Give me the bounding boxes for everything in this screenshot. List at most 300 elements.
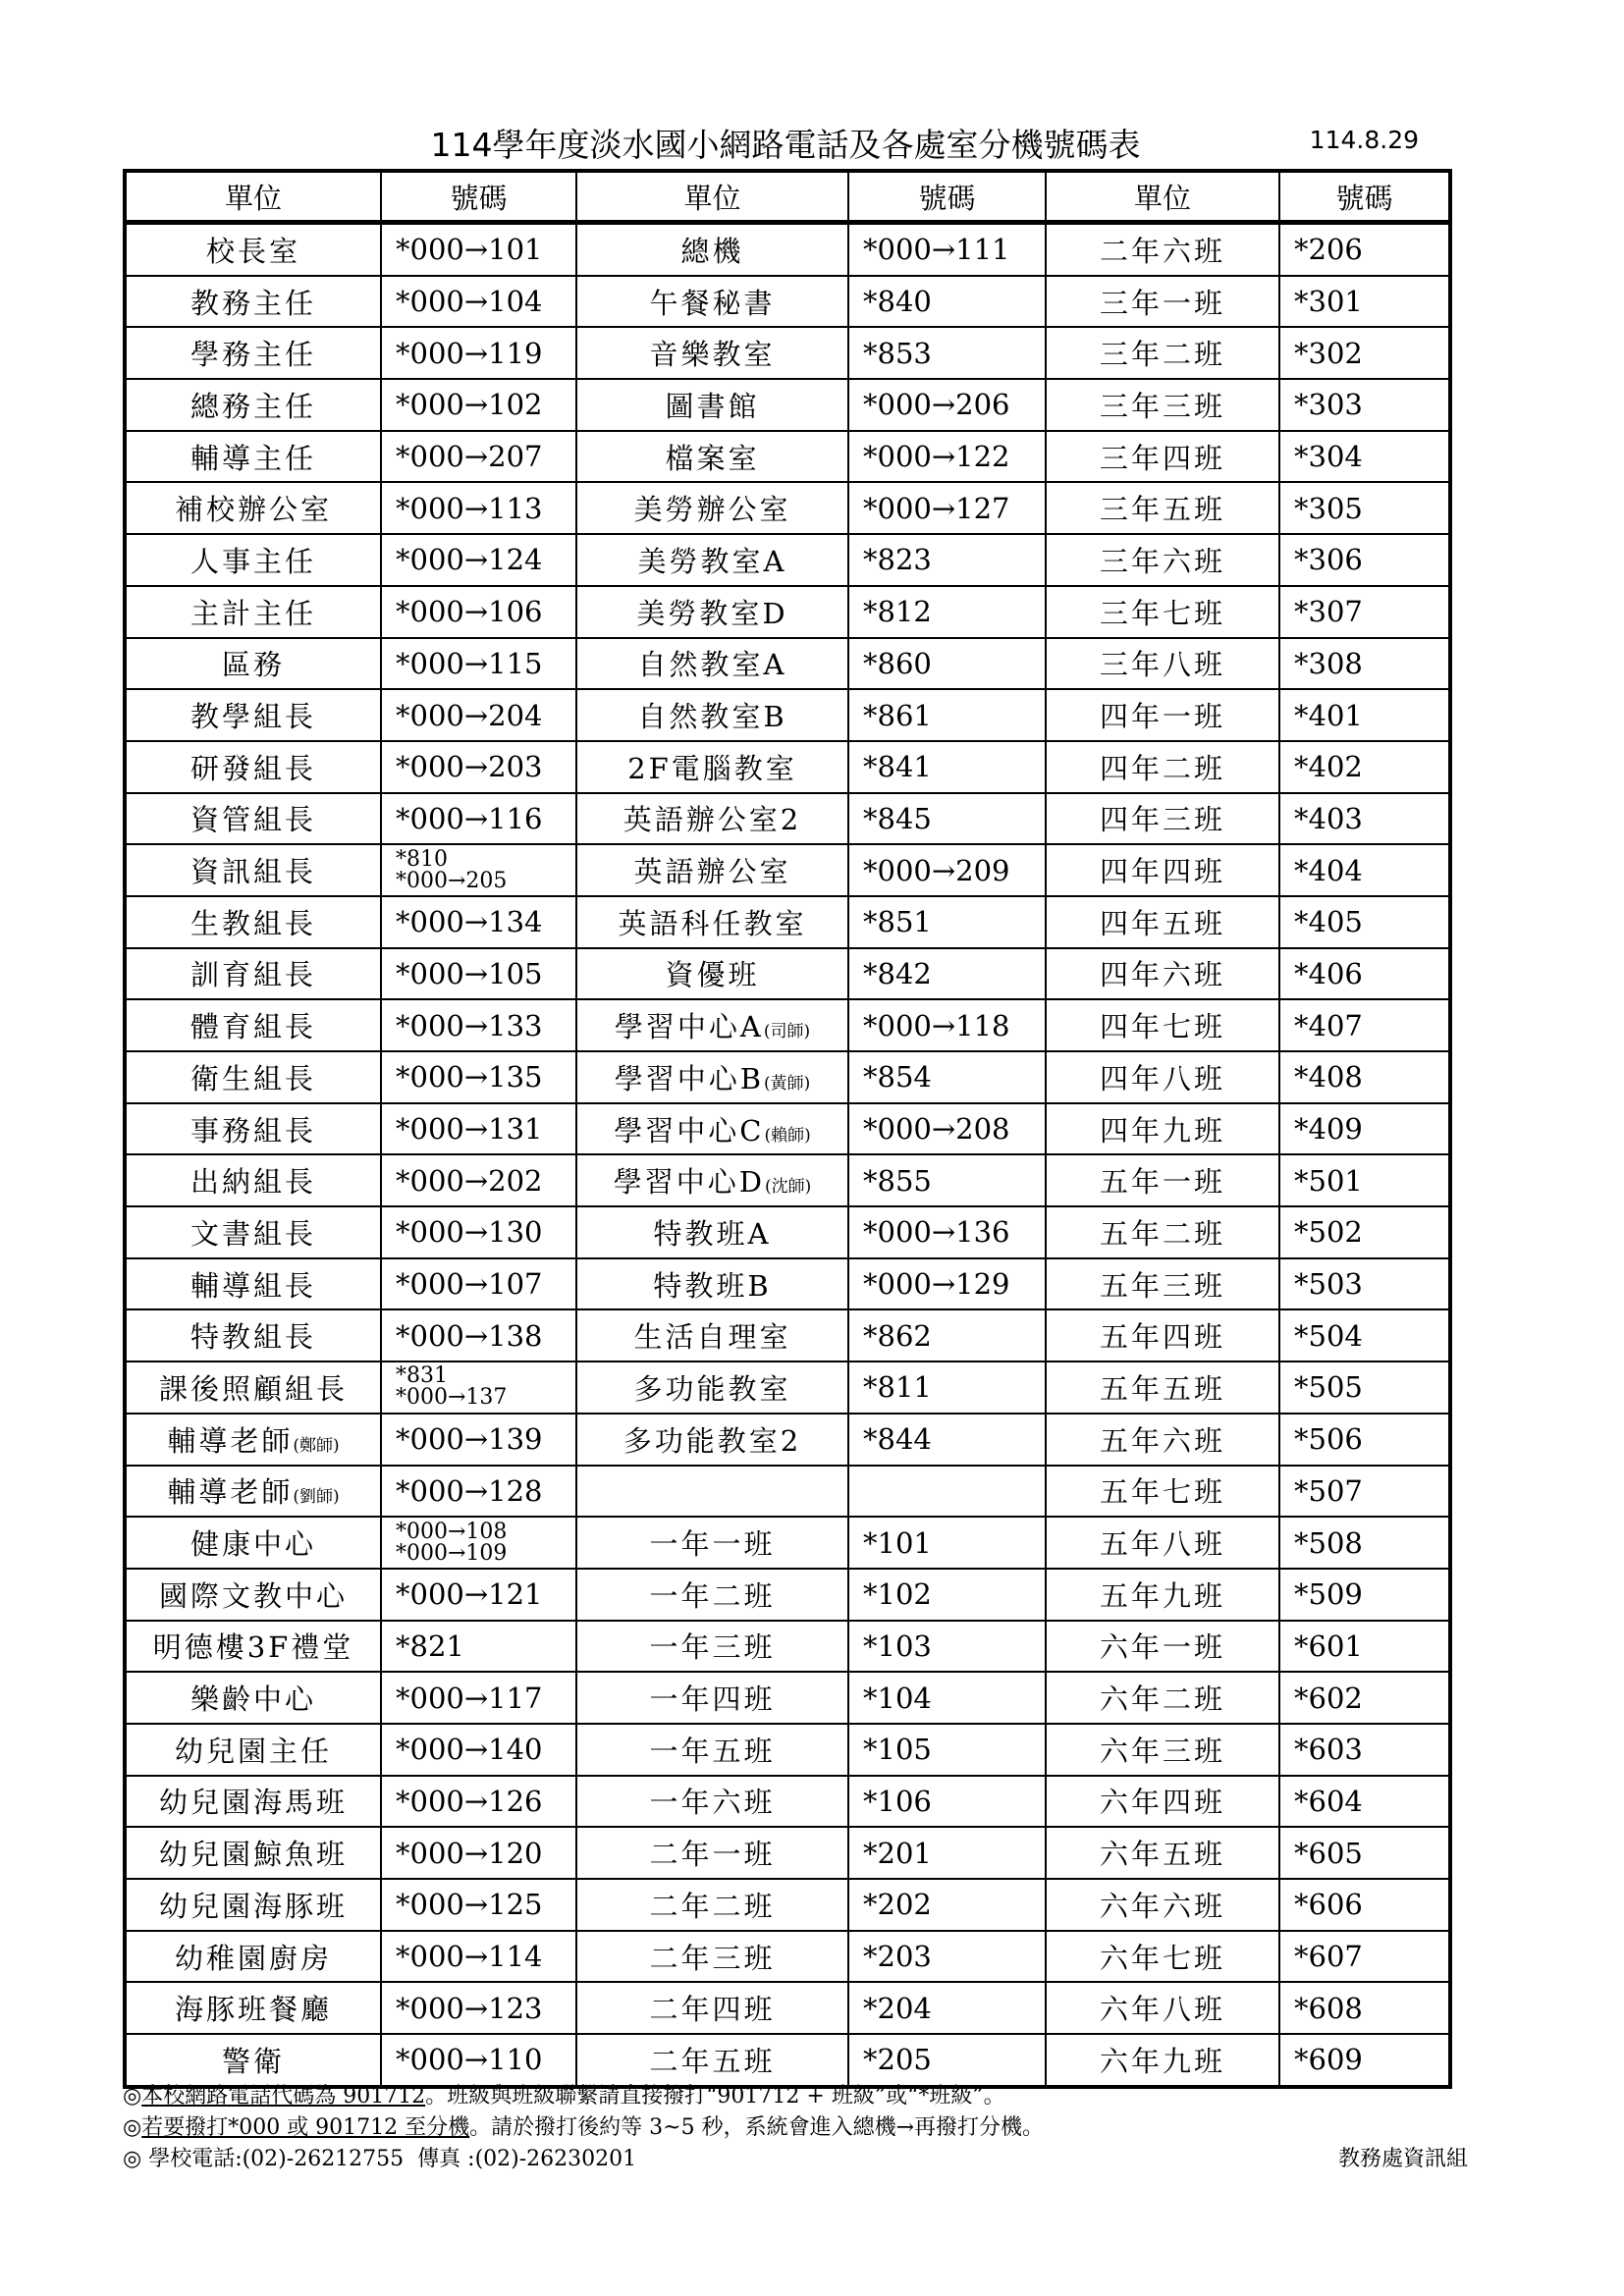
unit-name: 事務組長 [189,1113,316,1148]
number-cell [381,793,576,845]
unit-cell [1046,638,1279,690]
unit-name: 訓育組長 [189,958,316,992]
unit-cell [576,1517,848,1569]
extension-number: *000→107 [396,1267,543,1302]
extension-number: *000→204 [396,698,543,732]
unit-name: 幼稚園廚房 [174,1941,332,1975]
unit-name: 六年一班 [1099,1630,1225,1665]
unit-name: 學習中心D [613,1165,765,1200]
unit-name: 一年五班 [649,1734,776,1768]
extension-number: *503 [1294,1267,1363,1302]
number-cell [381,1982,576,2034]
extension-number: *407 [1294,1008,1363,1042]
column-header: 號碼 [381,171,576,223]
number-cell [848,534,1046,586]
unit-name: 多功能教室2 [623,1423,802,1458]
extension-number: *602 [1294,1681,1363,1715]
number-cell [1279,1414,1450,1466]
unit-name: 三年一班 [1099,286,1225,320]
extension-number: *000→131 [396,1112,543,1147]
extension-number: *000→118 [863,1008,1010,1042]
unit-cell [125,586,381,638]
unit-name: 一年三班 [649,1630,776,1665]
extension-number: *000→115 [396,646,543,680]
unit-cell [576,793,848,845]
extension-number: *844 [863,1422,932,1457]
unit-name: 學習中心B [614,1061,765,1095]
extension-number: *000→136 [863,1215,1010,1250]
number-cell [381,1879,576,1931]
number-cell [1279,793,1450,845]
number-cell [848,1258,1046,1310]
unit-name: 四年一班 [1099,700,1225,734]
extension-number: *504 [1294,1318,1363,1353]
table-row [125,999,1450,1051]
unit-name: 幼兒園海馬班 [158,1786,348,1820]
extension-number: *508 [1294,1525,1363,1560]
unit-cell [576,1414,848,1466]
extension-number: *810 [396,846,448,872]
unit-cell [125,327,381,379]
extension-number: *507 [1294,1473,1363,1508]
unit-cell [1046,896,1279,948]
number-cell [848,1621,1046,1673]
number-cell [1279,1258,1450,1310]
note-emphasis: 若要撥打*000 或 901712 至分機 [141,2115,470,2140]
extension-number: *000→127 [863,491,1010,525]
extension-number: *000→139 [396,1422,543,1457]
unit-cell [1046,1103,1279,1155]
extension-number: *000→208 [863,1112,1010,1147]
number-cell [381,1931,576,1983]
number-cell [1279,1724,1450,1776]
number-cell [1279,741,1450,793]
unit-cell [576,586,848,638]
unit-cell [125,1154,381,1206]
unit-name: 午餐秘書 [649,286,776,320]
unit-name: 六年五班 [1099,1838,1225,1872]
extension-number: *000→121 [396,1577,543,1612]
unit-name: 特教班B [653,1268,772,1303]
table-row [125,1154,1450,1206]
unit-name: 六年八班 [1099,1993,1225,2027]
header [123,116,1448,165]
extension-number: *302 [1294,336,1363,370]
number-cell [381,1362,576,1414]
table-row [125,1569,1450,1621]
unit-name: 五年七班 [1099,1475,1225,1510]
unit-name: 幼兒園鯨魚班 [158,1838,348,1872]
unit-name: 六年二班 [1099,1682,1225,1717]
unit-cell [576,1724,848,1776]
unit-name: 英語辦公室2 [623,803,802,837]
extension-number: *405 [1294,905,1363,939]
number-cell [1279,431,1450,483]
extension-number: *812 [863,595,932,629]
extension-number: *402 [1294,750,1363,784]
extension-number: *305 [1294,491,1363,525]
number-cell [848,638,1046,690]
unit-cell [125,1982,381,2034]
number-cell [848,1051,1046,1103]
number-cell [1279,1154,1450,1206]
unit-name: 五年八班 [1099,1527,1225,1562]
number-cell [381,1827,576,1879]
table-row [125,1466,1450,1518]
extension-number: *509 [1294,1577,1363,1612]
unit-cell [576,1569,848,1621]
note-line-1 [123,2081,1468,2112]
unit-name: 三年二班 [1099,338,1225,372]
table-row [125,1931,1450,1983]
document-date: 114.8.29 [1309,126,1419,154]
unit-cell [1046,1309,1279,1362]
unit-name: 美勞教室D [636,596,788,630]
unit-name: 國際文教中心 [158,1578,348,1613]
unit-name: 教學組長 [189,700,316,734]
unit-cell [125,1517,381,1569]
number-cell [848,431,1046,483]
extension-number: *103 [863,1629,932,1663]
unit-cell [125,1879,381,1931]
number-cell [848,327,1046,379]
unit-cell [1046,1776,1279,1828]
unit-cell [125,276,381,328]
note-bullet: ◎ [123,2084,142,2109]
number-cell [848,741,1046,793]
number-cell [381,1621,576,1673]
number-cell [381,689,576,741]
unit-name: 三年四班 [1099,441,1225,475]
extension-number: *823 [863,543,932,577]
number-cell [381,1466,576,1518]
unit-cell [576,1206,848,1258]
table-row [125,1103,1450,1155]
unit-cell [576,431,848,483]
extension-number: *101 [863,1525,932,1560]
unit-name: 衛生組長 [189,1061,316,1095]
unit-cell [576,276,848,328]
unit-name: 四年六班 [1099,958,1225,992]
number-cell [1279,379,1450,431]
number-cell [848,1414,1046,1466]
number-cell [848,1827,1046,1879]
unit-name: 輔導主任 [189,441,316,475]
number-cell [1279,482,1450,534]
unit-name: 輔導老師 [167,1475,294,1510]
number-cell [381,1103,576,1155]
unit-cell [1046,1362,1279,1414]
unit-name: 一年一班 [649,1527,776,1562]
table-row [125,2034,1450,2087]
extension-number: *105 [863,1733,932,1767]
number-cell [1279,1466,1450,1518]
unit-name: 總務主任 [189,389,316,423]
extension-number: *401 [1294,698,1363,732]
extension-number: *104 [863,1681,932,1715]
unit-cell [125,431,381,483]
unit-name: 警衛 [221,2044,285,2078]
column-header: 號碼 [848,171,1046,223]
number-cell [848,948,1046,1000]
extension-number: *505 [1294,1370,1363,1405]
extension-number: *501 [1294,1163,1363,1198]
extension-number: *831 [396,1363,448,1389]
extension-number: *603 [1294,1733,1363,1767]
number-cell [848,1724,1046,1776]
number-cell [848,1103,1046,1155]
unit-name: 健康中心 [189,1527,316,1562]
unit-name: 三年六班 [1099,544,1225,578]
number-cell [1279,1827,1450,1879]
unit-cell [125,1206,381,1258]
number-cell [381,1414,576,1466]
unit-name: 明德樓3F禮堂 [152,1630,354,1665]
table-header-row [125,171,1450,223]
extension-number: *000→134 [396,905,543,939]
unit-cell [576,1258,848,1310]
extension-number: *502 [1294,1215,1363,1250]
number-cell [381,638,576,690]
unit-name: 2F電腦教室 [627,751,797,785]
unit-cell [1046,1827,1279,1879]
unit-name: 資優班 [665,958,760,992]
table-row [125,689,1450,741]
extension-number: *000→209 [863,853,1010,887]
extension-number: *000→135 [396,1060,543,1095]
number-cell [1279,844,1450,896]
number-cell [1279,1931,1450,1983]
unit-name: 補校辦公室 [174,493,332,527]
unit-name: 六年九班 [1099,2044,1225,2078]
unit-name: 三年七班 [1099,596,1225,630]
unit-cell [1046,534,1279,586]
number-cell [381,1724,576,1776]
number-cell [848,276,1046,328]
unit-cell [1046,999,1279,1051]
footnotes [123,2081,1468,2175]
unit-cell [576,327,848,379]
number-cell [1279,1879,1450,1931]
unit-cell [125,1776,381,1828]
unit-name: 二年二班 [649,1889,776,1923]
unit-name: 六年四班 [1099,1786,1225,1820]
unit-cell [125,948,381,1000]
number-cell [381,482,576,534]
extension-number: *106 [863,1784,932,1818]
unit-name: 五年二班 [1099,1216,1225,1251]
unit-name: 區務 [221,648,285,682]
unit-cell [576,1621,848,1673]
department-name: 教務處資訊組 [1337,2147,1468,2171]
number-cell [1279,1517,1450,1569]
unit-cell [576,689,848,741]
number-cell [848,223,1046,276]
unit-name: 五年四班 [1099,1320,1225,1355]
extension-number: *403 [1294,801,1363,835]
number-cell [1279,638,1450,690]
table-row [125,1621,1450,1673]
unit-cell [1046,1982,1279,2034]
number-cell [848,896,1046,948]
extension-number: *000→117 [396,1681,543,1715]
extension-number: *000→110 [396,2043,543,2077]
table-row [125,1309,1450,1362]
number-cell [1279,586,1450,638]
table-row [125,586,1450,638]
unit-cell [576,1827,848,1879]
unit-name: 資訊組長 [189,855,316,889]
unit-name: 四年九班 [1099,1113,1225,1148]
number-cell [381,896,576,948]
unit-name: 美勞教室A [637,544,787,578]
extension-number: *203 [863,1940,932,1974]
unit-name: 海豚班餐廳 [174,1993,332,2027]
number-cell [381,1206,576,1258]
extension-number: *840 [863,285,932,319]
unit-name: 教務主任 [189,286,316,320]
unit-name: 自然教室A [637,648,787,682]
extension-number: *609 [1294,2043,1363,2077]
unit-cell [1046,276,1279,328]
extension-number: *000→205 [396,868,508,893]
unit-cell [125,1569,381,1621]
unit-name: 資管組長 [189,803,316,837]
unit-name: 一年六班 [649,1786,776,1820]
unit-name: 多功能教室 [633,1371,791,1406]
unit-cell [125,379,381,431]
unit-cell [125,689,381,741]
unit-name: 出納組長 [189,1165,316,1200]
unit-name: 幼兒園主任 [174,1734,332,1768]
extension-number: *000→124 [396,543,543,577]
unit-name: 特教組長 [189,1320,316,1355]
unit-name: 五年九班 [1099,1578,1225,1613]
unit-cell [125,1051,381,1103]
unit-name: 二年六班 [1099,234,1225,268]
unit-name: 總機 [680,234,744,268]
teacher-note: (劉師) [293,1487,340,1508]
table-row [125,1672,1450,1724]
extension-number: *000→116 [396,801,543,835]
unit-cell [125,1414,381,1466]
unit-cell [125,1258,381,1310]
unit-name: 二年五班 [649,2044,776,2078]
unit-cell [125,482,381,534]
number-cell [381,379,576,431]
extension-number: *000→104 [396,285,543,319]
unit-name: 二年三班 [649,1941,776,1975]
number-cell [1279,2034,1450,2087]
column-header: 號碼 [1279,171,1450,223]
extension-number: *607 [1294,1940,1363,1974]
number-cell [381,327,576,379]
unit-name: 人事主任 [189,544,316,578]
number-cell [848,1517,1046,1569]
unit-cell [125,1827,381,1879]
extension-number: *205 [863,2043,932,2077]
extension-number: *308 [1294,646,1363,680]
unit-cell [1046,1879,1279,1931]
teacher-note: (鄭師) [293,1435,340,1456]
number-cell [381,586,576,638]
extension-number: *206 [1294,233,1363,267]
number-cell [381,1517,576,1569]
extension-number: *000→106 [396,595,543,629]
unit-cell [1046,1724,1279,1776]
table-row [125,948,1450,1000]
extension-number: *406 [1294,956,1363,990]
extension-number: *000→207 [396,440,543,474]
unit-name: 二年四班 [649,1993,776,2027]
unit-cell [125,1621,381,1673]
unit-cell [576,1362,848,1414]
table-row [125,741,1450,793]
unit-cell [125,534,381,586]
unit-name: 六年三班 [1099,1734,1225,1768]
unit-cell [576,223,848,276]
extension-number: *604 [1294,1784,1363,1818]
unit-cell [576,1103,848,1155]
unit-name: 自然教室B [637,700,787,734]
unit-cell [576,1466,848,1518]
table-row [125,1827,1450,1879]
extension-number: *000→203 [396,750,543,784]
unit-name: 學務主任 [189,338,316,372]
extension-number: *306 [1294,543,1363,577]
number-cell [848,844,1046,896]
number-cell [848,1206,1046,1258]
unit-cell [125,741,381,793]
number-cell [1279,1569,1450,1621]
unit-cell [576,2034,848,2087]
column-header: 單位 [1046,171,1279,223]
number-cell [381,844,576,896]
unit-name: 五年五班 [1099,1371,1225,1406]
extension-number: *000→114 [396,1940,543,1974]
unit-cell [1046,844,1279,896]
unit-name: 二年一班 [649,1838,776,1872]
number-cell [848,1569,1046,1621]
extension-number: *853 [863,336,932,370]
unit-name: 幼兒園海豚班 [158,1889,348,1923]
unit-cell [1046,1414,1279,1466]
extension-number: *000→140 [396,1733,543,1767]
table-row [125,1362,1450,1414]
extension-number: *000→128 [396,1473,543,1508]
unit-name: 特教班A [653,1216,772,1251]
number-cell [381,534,576,586]
note-line-3 [123,2144,1468,2175]
unit-cell [1046,689,1279,741]
number-cell [381,1776,576,1828]
unit-cell [576,948,848,1000]
extension-number: *000→129 [863,1267,1010,1302]
table-row [125,1724,1450,1776]
unit-cell [1046,1621,1279,1673]
note-text: 。請於撥打後約等 3~5 秒，系統會進入總機→再撥打分機。 [469,2115,1045,2140]
number-cell [381,431,576,483]
number-cell [848,999,1046,1051]
number-cell [848,2034,1046,2087]
note-text: 。班級與班級聯繫請直接撥打“901712 + 班級”或“*班級”。 [425,2084,1005,2109]
extension-number: *842 [863,956,932,990]
table-row [125,1258,1450,1310]
unit-name: 三年八班 [1099,648,1225,682]
table-row [125,896,1450,948]
number-cell [1279,948,1450,1000]
unit-cell [1046,1154,1279,1206]
